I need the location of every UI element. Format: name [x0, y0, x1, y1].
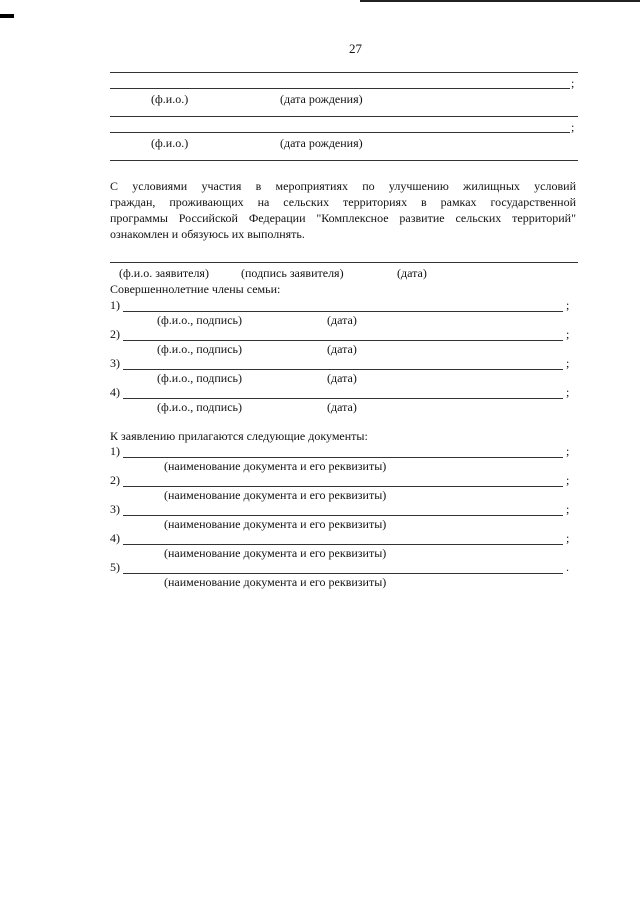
- member-fio-signature-label: (ф.и.о., подпись): [157, 342, 243, 356]
- semicolon: ;: [571, 120, 575, 134]
- period: .: [566, 560, 569, 574]
- birth-date-label: (дата рождения): [280, 136, 363, 150]
- member-date-label: (дата): [327, 400, 357, 414]
- semicolon: ;: [566, 502, 570, 516]
- document-label: (наименование документа и его реквизиты): [164, 546, 387, 560]
- birth-date-label: (дата рождения): [280, 92, 363, 106]
- member-blank-line: [123, 311, 563, 312]
- scan-mark: [0, 14, 14, 18]
- fio-label: (ф.и.о.): [151, 92, 189, 106]
- document-number: 5): [110, 560, 120, 574]
- member-number: 4): [110, 385, 120, 399]
- member-fio-signature-label: (ф.и.о., подпись): [157, 400, 243, 414]
- member-date-label: (дата): [327, 313, 357, 327]
- applicant-fio-label: (ф.и.о. заявителя): [119, 266, 209, 280]
- semicolon: ;: [566, 473, 570, 487]
- member-number: 2): [110, 327, 120, 341]
- semicolon: ;: [566, 298, 570, 312]
- member-blank-line: [123, 369, 563, 370]
- semicolon: ;: [566, 385, 570, 399]
- blank-line: [110, 160, 578, 161]
- document-label: (наименование документа и его реквизиты): [164, 488, 387, 502]
- document-blank-line: [123, 457, 563, 458]
- adult-members-title: Совершеннолетние члены семьи:: [110, 282, 281, 296]
- member-number: 1): [110, 298, 120, 312]
- member-date-label: (дата): [327, 371, 357, 385]
- blank-line: [110, 116, 578, 117]
- semicolon: ;: [566, 356, 570, 370]
- member-fio-signature-label: (ф.и.о., подпись): [157, 371, 243, 385]
- semicolon: ;: [566, 531, 570, 545]
- semicolon: ;: [566, 327, 570, 341]
- document-label: (наименование документа и его реквизиты): [164, 459, 387, 473]
- semicolon: ;: [566, 444, 570, 458]
- member-blank-line: [123, 398, 563, 399]
- document-number: 2): [110, 473, 120, 487]
- blank-line: [110, 72, 578, 73]
- document-blank-line: [123, 486, 563, 487]
- document-number: 1): [110, 444, 120, 458]
- document-blank-line: [123, 544, 563, 545]
- consent-line-2: граждан, проживающих на сельских территориях в рамках государственной: [110, 195, 576, 209]
- member-fio-signature-label: (ф.и.о., подпись): [157, 313, 243, 327]
- applicant-signature-line: [110, 262, 578, 263]
- fio-label: (ф.и.о.): [151, 136, 189, 150]
- applicant-signature-label: (подпись заявителя): [241, 266, 344, 280]
- document-number: 3): [110, 502, 120, 516]
- document-label: (наименование документа и его реквизиты): [164, 517, 387, 531]
- semicolon: ;: [571, 76, 575, 90]
- documents-title: К заявлению прилагаются следующие документы:: [110, 429, 368, 443]
- blank-line: [110, 88, 570, 89]
- document-label: (наименование документа и его реквизиты): [164, 575, 387, 589]
- scan-edge-line: [360, 0, 640, 2]
- applicant-date-label: (дата): [397, 266, 427, 280]
- document-blank-line: [123, 515, 563, 516]
- blank-line: [110, 132, 570, 133]
- page-number: 27: [349, 41, 362, 56]
- consent-line-4: ознакомлен и обязуюсь их выполнять.: [110, 227, 305, 241]
- member-blank-line: [123, 340, 563, 341]
- consent-line-1: С условиями участия в мероприятиях по улучшению жилищных условий: [110, 179, 576, 193]
- member-date-label: (дата): [327, 342, 357, 356]
- document-blank-line: [123, 573, 563, 574]
- consent-line-3: программы Российской Федерации "Комплексное развитие сельских территорий": [110, 211, 576, 225]
- document-number: 4): [110, 531, 120, 545]
- member-number: 3): [110, 356, 120, 370]
